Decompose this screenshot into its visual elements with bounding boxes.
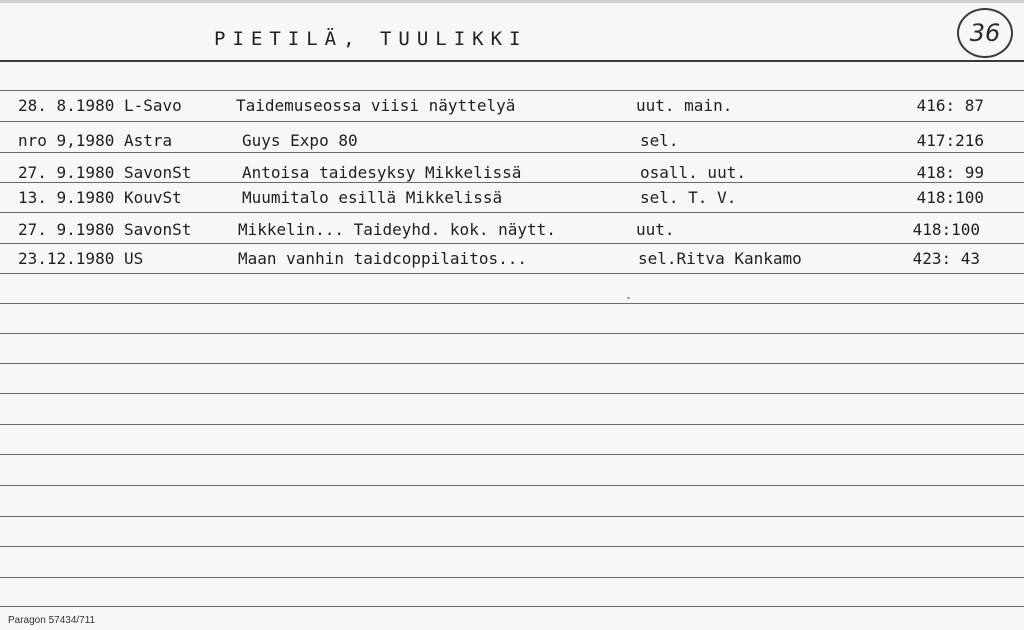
entry-type: uut. main. [636,96,733,115]
entry-ref: 417:216 [916,131,984,150]
line-rule [0,516,1024,517]
entry-row [0,96,1024,120]
entry-type: sel.Ritva Kankamo [638,249,802,268]
line-rule [0,546,1024,547]
line-rule [0,212,1024,213]
line-rule [0,121,1024,122]
entry-title: Maan vanhin taidcoppilaitos... [238,249,527,268]
line-rule [0,577,1024,578]
entry-title: Taidemuseossa viisi näyttelyä [236,96,516,115]
entry-title: Guys Expo 80 [242,131,358,150]
line-rule [0,606,1024,607]
print-code: Paragon 57434/711 [8,615,96,626]
entry-date-source: 28. 8.1980 L-Savo [18,96,182,115]
entry-type: sel. T. V. [640,188,737,207]
line-rule [0,243,1024,244]
entry-row [0,163,1024,187]
card-number: 36 [969,19,1001,47]
line-rule [0,393,1024,394]
entry-title: Mikkelin... Taideyhd. kok. näytt. [238,220,556,239]
card-top-edge [0,0,1024,3]
entry-date-source: 27. 9.1980 SavonSt [18,163,192,182]
line-rule [0,333,1024,334]
line-rule [0,424,1024,425]
line-rule [0,182,1024,183]
entry-type: osall. uut. [640,163,746,182]
entry-ref: 418: 99 [916,163,984,182]
line-rule [0,485,1024,486]
entry-date-source: nro 9,1980 Astra [18,131,173,150]
entry-ref: 418:100 [916,188,984,207]
entry-date-source: 27. 9.1980 SavonSt [18,220,192,239]
entry-title: Muumitalo esillä Mikkelissä [242,188,503,207]
entry-ref: 418:100 [912,220,980,239]
line-rule [0,363,1024,364]
heading-rule-2 [0,90,1024,91]
heading-rule-1 [0,60,1024,62]
card-heading: PIETILÄ, TUULIKKI [214,28,528,50]
line-rule [0,152,1024,153]
entry-type: uut. [636,220,675,239]
entry-date-source: 13. 9.1980 KouvSt [18,188,182,207]
entry-row [0,249,1024,273]
line-rule [0,273,1024,274]
card-number-circle [957,8,1013,58]
line-rule [0,454,1024,455]
entry-row [0,188,1024,212]
entry-ref: 423: 43 [912,249,980,268]
line-rule [0,303,1024,304]
entry-type: sel. [640,131,679,150]
entry-ref: 416: 87 [916,96,984,115]
entry-title: Antoisa taidesyksy Mikkelissä [242,163,522,182]
paper-speck [627,297,630,299]
entry-row [0,220,1024,244]
entry-date-source: 23.12.1980 US [18,249,144,268]
